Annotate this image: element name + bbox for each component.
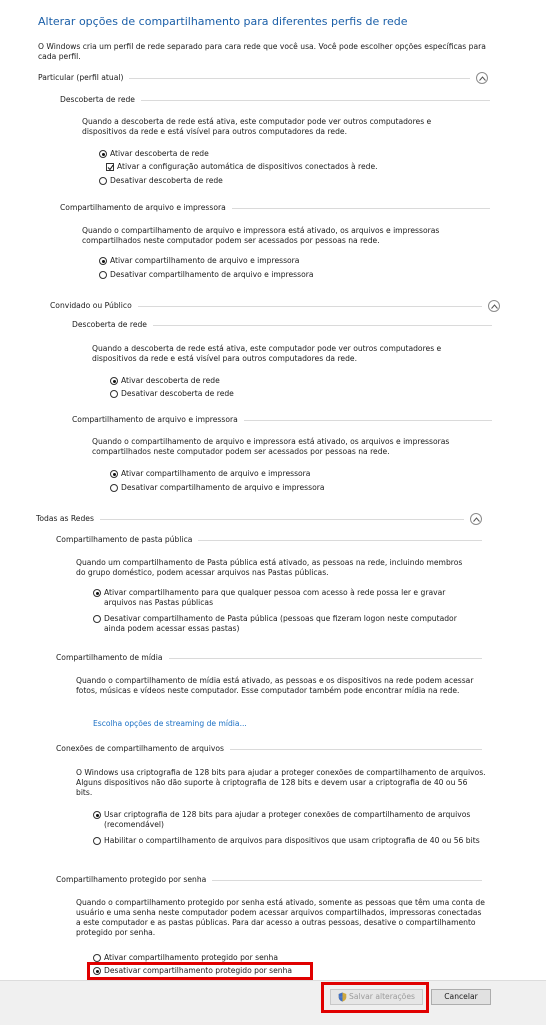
subsection-media bbox=[56, 653, 482, 663]
connections-description: O Windows usa criptografia de 128 bits para ajudar a proteger conexões de compartilhamento de arquivos. Alguns dispositivos não dão suporte à criptografia de 128 bits e devem usar a criptografia de 40 ou 56 bits. bbox=[76, 768, 486, 798]
guest-sharing-on-radio[interactable] bbox=[110, 469, 310, 479]
page-title: Alterar opções de compartilhamento para diferentes perfis de rede bbox=[38, 15, 408, 28]
divider bbox=[230, 749, 482, 750]
radio-label: Desativar compartilhamento de arquivo e impressora bbox=[121, 483, 325, 492]
radio-label: Ativar compartilhamento protegido por senha bbox=[104, 953, 279, 962]
page-intro: O Windows cria um perfil de rede separado para cara rede que você usa. Você pode escolher opções específicas para cada perfil. bbox=[38, 42, 486, 62]
divider bbox=[138, 306, 482, 307]
guest-discovery-off-radio[interactable] bbox=[110, 389, 234, 399]
divider bbox=[100, 519, 464, 520]
media-streaming-link[interactable]: Escolha opções de streaming de mídia... bbox=[93, 719, 247, 728]
radio-button[interactable] bbox=[99, 177, 107, 185]
collapse-all-button[interactable] bbox=[470, 513, 482, 525]
radio-label: Habilitar o compartilhamento de arquivos para dispositivos que usam criptografia de 40 ou 56 bits bbox=[104, 836, 480, 845]
password-on-radio[interactable] bbox=[93, 953, 278, 963]
divider bbox=[212, 880, 482, 881]
radio-button-selected[interactable] bbox=[110, 470, 118, 478]
radio-label: Ativar compartilhamento de arquivo e impressora bbox=[121, 469, 311, 478]
collapse-private-button[interactable] bbox=[476, 72, 488, 84]
private-sharing-description: Quando o compartilhamento de arquivo e impressora está ativado, os arquivos e impressoras compartilhados neste computador podem ser acessados por pessoas na rede. bbox=[82, 226, 440, 246]
private-discovery-off-radio[interactable] bbox=[99, 176, 223, 186]
auto-config-checkbox[interactable] bbox=[106, 162, 378, 172]
subsection-private-sharing bbox=[60, 203, 490, 213]
uac-shield-icon bbox=[338, 992, 347, 1002]
radio-label: Ativar descoberta de rede bbox=[121, 376, 220, 385]
section-all-networks bbox=[36, 513, 482, 525]
subsection-title: Conexões de compartilhamento de arquivos bbox=[56, 744, 224, 753]
radio-button-selected[interactable] bbox=[93, 811, 101, 819]
section-private bbox=[38, 72, 488, 84]
divider bbox=[232, 208, 490, 209]
subsection-title: Compartilhamento de mídia bbox=[56, 653, 163, 662]
media-description: Quando o compartilhamento de mídia está ativado, as pessoas e os dispositivos na rede podem acessar fotos, músicas e vídeos neste computador. Esse computador também pode encontrar mídia na rede. bbox=[76, 676, 474, 696]
save-button-label: Salvar alterações bbox=[349, 991, 415, 1001]
radio-label: Ativar compartilhamento de arquivo e impressora bbox=[110, 256, 300, 265]
guest-discovery-on-radio[interactable] bbox=[110, 376, 220, 386]
subsection-password bbox=[56, 875, 482, 885]
guest-sharing-off-radio[interactable] bbox=[110, 483, 325, 493]
radio-button[interactable] bbox=[110, 390, 118, 398]
subsection-title: Descoberta de rede bbox=[60, 95, 135, 104]
divider bbox=[244, 420, 492, 421]
radio-button[interactable] bbox=[93, 615, 101, 623]
chevron-up-icon bbox=[479, 76, 486, 81]
private-sharing-on-radio[interactable] bbox=[99, 256, 299, 266]
divider bbox=[141, 100, 490, 101]
radio-label: Desativar compartilhamento de Pasta pública (pessoas que fizeram logon neste computador ainda podem acessar essas pastas) bbox=[104, 614, 457, 634]
radio-label: Ativar descoberta de rede bbox=[110, 149, 209, 158]
radio-label: Desativar descoberta de rede bbox=[121, 389, 234, 398]
section-private-title: Particular (perfil atual) bbox=[38, 72, 124, 82]
encryption-128-radio[interactable] bbox=[93, 810, 481, 830]
cancel-button[interactable] bbox=[431, 989, 491, 1005]
guest-discovery-description: Quando a descoberta de rede está ativa, este computador pode ver outros computadores e dispositivos da rede e está visível para outros computadores da rede. bbox=[92, 344, 442, 364]
subsection-title: Compartilhamento de arquivo e impressora bbox=[72, 415, 238, 424]
guest-sharing-description: Quando o compartilhamento de arquivo e impressora está ativado, os arquivos e impressoras compartilhados neste computador podem ser acessados por pessoas na rede. bbox=[92, 437, 450, 457]
radio-button-selected[interactable] bbox=[93, 589, 101, 597]
radio-button-selected[interactable] bbox=[99, 257, 107, 265]
radio-button-selected[interactable] bbox=[99, 150, 107, 158]
radio-button[interactable] bbox=[93, 837, 101, 845]
radio-label: Desativar descoberta de rede bbox=[110, 176, 223, 185]
subsection-connections bbox=[56, 744, 482, 754]
subsection-guest-discovery bbox=[72, 320, 492, 330]
radio-button[interactable] bbox=[93, 954, 101, 962]
chevron-up-icon bbox=[491, 304, 498, 309]
checkbox-label: Ativar a configuração automática de dispositivos conectados à rede. bbox=[117, 162, 378, 171]
public-folder-on-radio[interactable] bbox=[93, 588, 478, 608]
radio-button-selected[interactable] bbox=[110, 377, 118, 385]
divider bbox=[198, 540, 482, 541]
private-sharing-off-radio[interactable] bbox=[99, 270, 314, 280]
radio-label: Ativar compartilhamento para que qualquer pessoa com acesso à rede possa ler e gravar arquivos nas Pastas públicas bbox=[104, 588, 446, 608]
subsection-title: Compartilhamento de pasta pública bbox=[56, 535, 193, 544]
public-folder-off-radio[interactable] bbox=[93, 614, 478, 634]
password-description: Quando o compartilhamento protegido por senha está ativado, somente as pessoas que têm uma conta de usuário e uma senha neste computador podem acessar arquivos compartilhados, impressoras conectadas a este computador e as pastas públicas. Para dar acesso a outras pessoas, desative o compartilhamento protegido por senha. bbox=[76, 898, 485, 938]
save-changes-button[interactable] bbox=[330, 989, 423, 1005]
private-discovery-description: Quando a descoberta de rede está ativa, este computador pode ver outros computadores e dispositivos da rede e está visível para outros computadores da rede. bbox=[82, 117, 432, 137]
checkmark-icon bbox=[107, 164, 114, 171]
subsection-title: Compartilhamento de arquivo e impressora bbox=[60, 203, 226, 212]
radio-button[interactable] bbox=[99, 271, 107, 279]
radio-label: Usar criptografia de 128 bits para ajudar a proteger conexões de compartilhamento de arquivos (recomendável) bbox=[104, 810, 471, 830]
private-discovery-on-radio[interactable] bbox=[99, 149, 209, 159]
subsection-private-discovery bbox=[60, 95, 490, 105]
checkbox-checked[interactable] bbox=[106, 163, 114, 171]
cancel-button-label: Cancelar bbox=[444, 991, 478, 1001]
section-guest-title: Convidado ou Público bbox=[50, 300, 132, 310]
section-guest bbox=[50, 300, 500, 312]
radio-label: Desativar compartilhamento de arquivo e impressora bbox=[110, 270, 314, 279]
password-off-radio[interactable] bbox=[93, 966, 292, 976]
encryption-40-radio[interactable] bbox=[93, 836, 481, 846]
radio-button-selected[interactable] bbox=[93, 967, 101, 975]
subsection-guest-sharing bbox=[72, 415, 492, 425]
divider bbox=[153, 325, 492, 326]
public-folder-description: Quando um compartilhamento de Pasta pública está ativado, as pessoas na rede, incluindo membros do grupo doméstico, podem acessar arquivos nas Pastas públicas. bbox=[76, 558, 463, 578]
collapse-guest-button[interactable] bbox=[488, 300, 500, 312]
subsection-public-folder bbox=[56, 535, 482, 545]
section-all-title: Todas as Redes bbox=[36, 513, 94, 523]
subsection-title: Compartilhamento protegido por senha bbox=[56, 875, 207, 884]
divider bbox=[169, 658, 482, 659]
chevron-up-icon bbox=[473, 517, 480, 522]
subsection-title: Descoberta de rede bbox=[72, 320, 147, 329]
radio-button[interactable] bbox=[110, 484, 118, 492]
divider bbox=[129, 78, 470, 79]
radio-label: Desativar compartilhamento protegido por senha bbox=[104, 966, 293, 975]
